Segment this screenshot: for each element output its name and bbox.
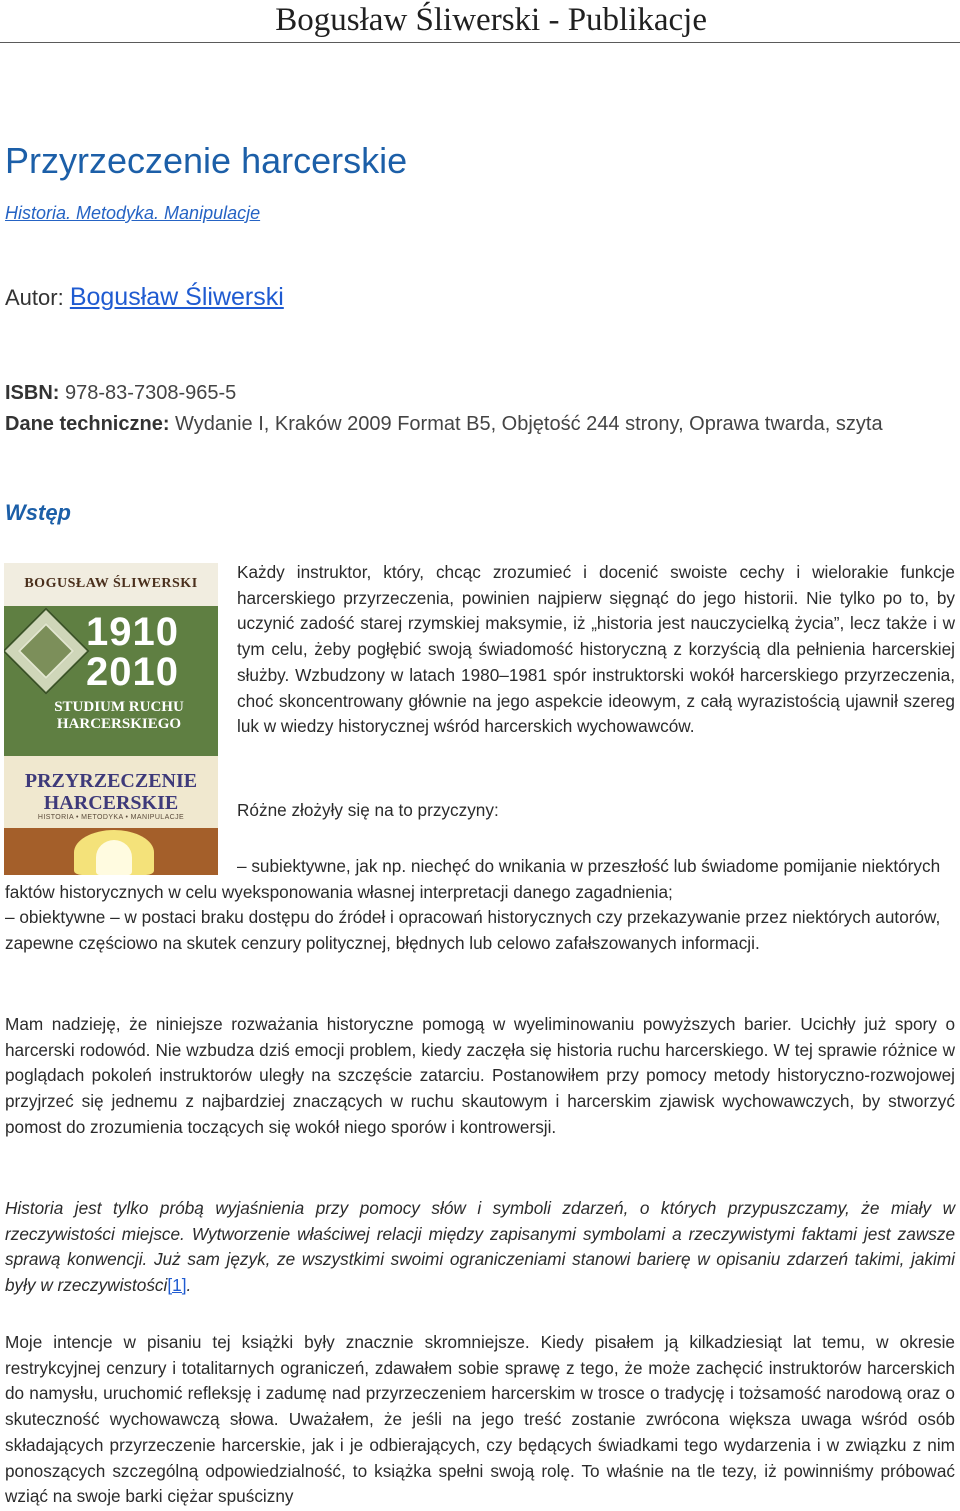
book-subtitle-link[interactable]: Historia. Metodyka. Manipulacje [5,203,261,223]
cover-title [4,770,218,814]
cover-tagline: HISTORIA • METODYKA • MANIPULACJE [37,814,185,821]
footnote-link[interactable]: [1] [167,1275,187,1296]
paragraph-2 [5,1196,955,1299]
cover-title-line2: HARCERSKIE [43,792,179,814]
author-line [5,283,284,312]
cover-year-2010: 2010 [86,650,179,694]
causes-heading: Różne złożyły się na to przyczyny: [237,800,499,820]
tech-label: Dane techniczne: [5,413,170,435]
cover-title-band [4,756,218,828]
tech-row [5,409,955,440]
tech-value: Wydanie I, Kraków 2009 Format B5, Objętość 244 strony, Oprawa twarda, szyta [175,413,883,435]
cause-subjective [5,854,955,905]
paragraph-2-text: Historia jest tylko próbą wyjaśnienia przy pomocy słów i symboli zdarzeń, o których przypuszczamy, że miały w rzeczywistości miejsce. Wytworzenie właściwej relacji między zapisanymi symbolami a rzeczywistymi faktami jest zawsze sprawą konwencji. Już sam język, ze wszystkimi swoimi ograniczeniami stanowi barierę w opisaniu zdarzeń takimi, jakimi były w rzeczywistości [5,1198,955,1296]
book-cover-image [4,563,218,875]
isbn-label: ISBN: [5,382,60,404]
author-label: Autor: [5,285,64,310]
author-link[interactable]: Bogusław Śliwerski [69,283,284,311]
cover-top-band [4,563,218,606]
page-header [0,0,960,43]
section-title: Wstęp [5,500,71,525]
paragraph-2-end: . [186,1275,192,1296]
cover-author: BOGUSŁAW ŚLIWERSKI [24,576,198,591]
cause-objective: – obiektywne – w postaci braku dostępu do źródeł i opracowań historycznych czy przekazywanie przez niektórych autorów, zapewne częściowo na skutek cenzury politycznej, błędnych lub celowo zafałszowanych informacji. [5,907,941,954]
cover-year-1910: 1910 [86,610,179,654]
paragraph-3: Moje intencje w pisaniu tej książki były znacznie skromniejsze. Kiedy pisałem ją kilkadziesiąt lat temu, w okresie restrykcyjnej cenzury i totalitarnych ograniczeń, zdawałem sobie sprawę z tego, że może zachęcić instruktorów harcerskich do namysłu, uruchomić refleksję i zadumę nad przyrzeczeniem harcerskim w trosce o tradycję i tożsamość narodową oraz o skuteczność wychowawczą słowa. Uważałem, że jeśli na jego treść zostanie zwrócona większa uwaga wśród osób składających przyrzeczenie harcerskie, jak i je odbierających, czy będących świadkami tego wydarzenia i w związku z nim ponoszących szczególną odpowiedzialność, to książka spełni swoją rolę. To właśnie na tle tezy, iż powinniśmy próbować wziąć na swoje barki ciężar spuścizny [5,1332,955,1507]
cover-series: STUDIUM RUCHU HARCERSKIEGO [54,699,184,732]
book-title: Przyrzeczenie harcerskie [5,140,408,181]
cause-subjective-text: – subiektywne, jak np. niechęć do wnikania w przeszłość lub świadome pomijanie niektórych faktów historycznych w celu wyeksponowania własnej interpretacji danego zagadnienia; [5,856,941,902]
cover-green-band [4,606,218,756]
paragraph-1: Mam nadzieję, że niniejsze rozważania historyczne pomogą w wyeliminowaniu powyższych barier. Ucichły już spory o harcerski rodowód. Nie wzbudza dziś emocji problem, kiedy zaczęła się historia ruchu harcerskiego. W tej sprawie różnice w poglądach pokoleń instruktorów uległy na szczęście zatarciu. Postanowiłem przy pomocy metody historyczno-rozwojowej przyjrzeć się jednemu z najbardziej znaczących w ruchu skautowym i harcerskim zjawisk wychowawczych, by stworzyć pomost do zrozumienia toczących się wokół niego sporów i kontrowersji. [5,1014,955,1137]
book-metadata [5,378,955,440]
causes-list [5,854,955,957]
cover-title-line1: PRZYRZECZENIE [24,770,198,792]
intro-paragraph: Każdy instruktor, który, chcąc zrozumieć i docenić swoiste cechy i wielorakie funkcje harcerskiego przyrzeczenia, powinien najpierw sięgnąć do jego historii. Nie tylko po to, by uczynić zadość starej rzymskiej maksymie, iż „historia jest nauczycielką życia”, lecz także i w tym celu, żeby pogłębić swoją świadomość historyczną z korzyścią dla pełnienia harcerskiej służby. Wzbudzony w latach 1980–1981 spór instruktorski wokół harcerskiego przyrzeczenia, choć skoncentrowany głównie na jego aspekcie ideowym, z całą wyrazistością ujawnił szereg luk w wiedzy historycznej wśród harcerskich wychowawców. [237,562,955,737]
site-title: Bogusław Śliwerski - Publikacje [275,2,707,38]
isbn-value: 978-83-7308-965-5 [65,382,237,404]
isbn-row [5,378,955,409]
